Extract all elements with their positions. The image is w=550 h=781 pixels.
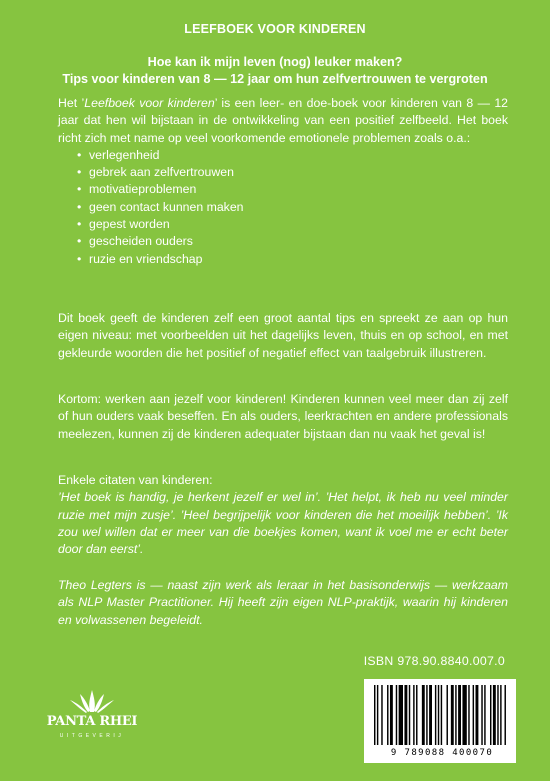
list-item <box>77 216 508 233</box>
tips-paragraph: Dit boek geeft de kinderen zelf een groot aantal tips en spreekt ze aan op hun eigen niveau: met voorbeelden uit het dagelijks leven, thuis en op school, en met gekleurde woorden die het positief of negatief effect van taalgebruik illustreren. <box>58 311 508 360</box>
bullet-icon: • <box>77 165 82 180</box>
subtitle-line-1: Hoe kan ik mijn leven (nog) leuker maken? <box>147 55 403 69</box>
bullet-icon: • <box>77 199 82 214</box>
intro-paragraph <box>58 95 508 147</box>
intro-post: ’ is een leer- en doe-boek voor kinderen van 8 — 12 jaar dat hen wil bijstaan in de ontwikkeling van een positief zelfbeeld. Het boek richt zich met name op veel voorkomende emotionele problemen zoals o.a.: <box>58 96 508 145</box>
list-item <box>77 233 508 250</box>
intro-block <box>58 95 508 268</box>
list-item-label: gescheiden ouders <box>89 234 193 249</box>
quotes-block <box>58 472 508 558</box>
list-item <box>77 164 508 181</box>
subtitle-line-2: Tips voor kinderen van 8 — 12 jaar om hun zelfvertrouwen te vergroten <box>62 72 488 86</box>
list-item <box>77 199 508 216</box>
intro-book-title: Leefboek voor kinderen <box>84 96 215 110</box>
bullet-icon: • <box>77 234 82 249</box>
subtitle <box>0 54 550 88</box>
list-item-label: verlegenheid <box>89 147 160 162</box>
list-item-label: gepest worden <box>89 217 170 232</box>
list-item-label: motivatieproblemen <box>89 182 197 197</box>
bullet-icon: • <box>77 251 82 266</box>
author-bio: Theo Legters is — naast zijn werk als leraar in het basisonderwijs — werkzaam als NLP Master Practitioner. Hij heeft zijn eigen NLP-praktijk, waarin hij kinderen en volwassenen begeleidt. <box>58 578 508 627</box>
bullet-icon: • <box>77 147 82 162</box>
list-item <box>77 147 508 164</box>
kortom-paragraph: Kortom: werken aan jezelf voor kinderen! Kinderen kunnen veel meer dan zij zelf of hun ouders vaak beseffen. En als ouders, leerkrachten en andere professionals meelezen, kunnen zij de kinderen adequater bijstaan dan nu vaak het geval is! <box>58 392 508 441</box>
publisher-name: PANTA RHEI <box>46 714 138 729</box>
quotes-text: ’Het boek is handig, je herkent jezelf er wel in’. ’Het helpt, ik heb nu veel minder ruzie met mijn zusje’. ’Heel begrijpelijk voor kinderen die het moeilijk hebben’. ’Ik zou wel willen dat er meer van die boekjes komen, want ik voel me er echt beter door dan eerst’. <box>58 490 508 557</box>
isbn: ISBN 978.90.8840.007.0 <box>363 654 505 668</box>
problem-list <box>58 147 508 268</box>
list-item-label: ruzie en vriendschap <box>89 251 203 266</box>
list-item <box>77 181 508 198</box>
bullet-icon: • <box>77 217 82 232</box>
barcode-digits: 9 789088 400070 <box>390 748 494 758</box>
quotes-heading: Enkele citaten van kinderen: <box>58 473 213 487</box>
publisher-subtitle: UITGEVERIJ <box>59 733 125 739</box>
list-item-label: gebrek aan zelfvertrouwen <box>89 165 234 180</box>
book-series-title: LEEFBOEK VOOR KINDEREN <box>184 22 366 36</box>
intro-pre: Het ’ <box>58 96 85 110</box>
list-item <box>77 251 508 268</box>
bullet-icon: • <box>77 182 82 197</box>
list-item-label: geen contact kunnen maken <box>89 199 244 214</box>
